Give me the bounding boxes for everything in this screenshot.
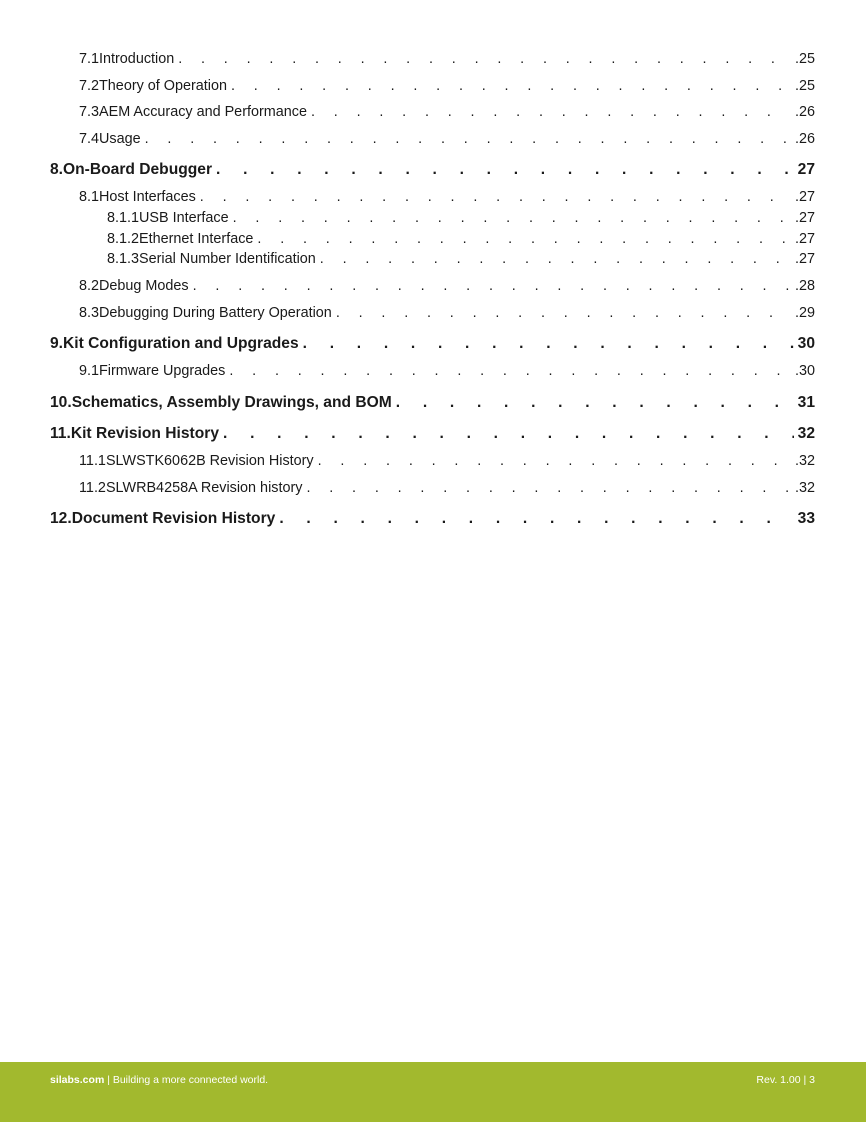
toc-number: 8.1: [79, 189, 100, 205]
footer-left: [50, 1074, 268, 1086]
toc-entry-7-4[interactable]: [0, 131, 866, 147]
toc-entry-8-1-3[interactable]: [0, 251, 866, 267]
dot-leader: [279, 510, 793, 528]
dot-leader: [303, 335, 794, 353]
toc-entry-7-2[interactable]: [0, 78, 866, 94]
toc-title: Ethernet Interface: [139, 231, 254, 247]
toc-title: SLWRB4258A Revision history: [105, 480, 303, 496]
toc-page: .27: [794, 210, 815, 226]
toc-title: Debugging During Battery Operation: [99, 305, 332, 321]
dot-leader: [233, 210, 791, 226]
toc-title: Kit Configuration and Upgrades: [63, 335, 299, 352]
toc-page: .26: [794, 131, 815, 147]
toc-page: .27: [794, 189, 815, 205]
toc-page: .25: [794, 78, 815, 94]
toc-number: 8.: [50, 161, 64, 178]
toc-number: 9.1: [79, 363, 100, 379]
dot-leader: [223, 425, 794, 443]
toc-number: 11.1: [79, 453, 106, 469]
toc-title: USB Interface: [139, 210, 229, 226]
toc-number: 11.: [50, 425, 71, 442]
toc-entry-11-2[interactable]: [0, 480, 866, 496]
page-footer: [0, 1062, 866, 1122]
toc-page: .32: [794, 453, 815, 469]
toc-entry-7-1[interactable]: [0, 51, 866, 67]
dot-leader: [178, 51, 791, 67]
toc-title: Host Interfaces: [99, 189, 196, 205]
dot-leader: [229, 363, 791, 379]
toc-entry-8-1[interactable]: [0, 189, 866, 205]
toc-title: On-Board Debugger: [63, 161, 213, 178]
toc-entry-8-1-1[interactable]: [0, 210, 866, 226]
toc-entry-8-1-2[interactable]: [0, 231, 866, 247]
footer-tagline: | Building a more connected world.: [104, 1074, 269, 1086]
footer-site-link[interactable]: silabs.com: [50, 1074, 105, 1086]
toc-title: Introduction: [99, 51, 175, 67]
toc-page: 27: [797, 161, 815, 178]
toc-entry-9-1[interactable]: [0, 363, 866, 379]
dot-leader: [200, 189, 791, 205]
toc-number: 8.1.1: [107, 210, 140, 226]
toc-number: 8.3: [79, 305, 100, 321]
toc-entry-8-2[interactable]: [0, 278, 866, 294]
toc-page: .30: [794, 363, 815, 379]
dot-leader: [257, 231, 791, 247]
toc-number: 7.2: [79, 78, 100, 94]
toc-number: 10.: [50, 394, 72, 411]
toc-entry-8[interactable]: [0, 161, 866, 179]
toc-page: .29: [794, 305, 815, 321]
toc-entry-11[interactable]: [0, 425, 866, 443]
toc-page: .25: [794, 51, 815, 67]
toc-page: 31: [797, 394, 815, 411]
toc-page: .28: [794, 278, 815, 294]
toc-title: Schematics, Assembly Drawings, and BOM: [71, 394, 392, 411]
toc-entry-9[interactable]: [0, 335, 866, 353]
toc-title: Theory of Operation: [99, 78, 227, 94]
toc-title: Kit Revision History: [70, 425, 219, 442]
toc-entry-12[interactable]: [0, 510, 866, 528]
toc-number: 7.4: [79, 131, 100, 147]
toc-page: 30: [797, 335, 815, 352]
dot-leader: [231, 78, 791, 94]
toc-page: .26: [794, 104, 815, 120]
toc-title: Usage: [99, 131, 141, 147]
dot-leader: [311, 104, 791, 120]
dot-leader: [336, 305, 791, 321]
dot-leader: [145, 131, 791, 147]
toc-number: 8.1.3: [107, 251, 140, 267]
toc-page: 33: [797, 510, 815, 527]
toc-page: .27: [794, 231, 815, 247]
toc-title: Firmware Upgrades: [99, 363, 226, 379]
dot-leader: [216, 161, 794, 179]
toc-entry-7-3[interactable]: [0, 104, 866, 120]
toc-title: AEM Accuracy and Performance: [99, 104, 307, 120]
toc-entry-8-3[interactable]: [0, 305, 866, 321]
toc-page: 32: [797, 425, 815, 442]
toc-title: Debug Modes: [99, 278, 189, 294]
toc-number: 7.3: [79, 104, 100, 120]
dot-leader: [193, 278, 791, 294]
toc-entry-10[interactable]: [0, 394, 866, 412]
toc-number: 12.: [50, 510, 72, 527]
toc-number: 8.2: [79, 278, 100, 294]
toc-title: Document Revision History: [71, 510, 276, 527]
dot-leader: [318, 453, 791, 469]
dot-leader: [306, 480, 791, 496]
toc-title: Serial Number Identification: [139, 251, 316, 267]
toc-title: SLWSTK6062B Revision History: [105, 453, 314, 469]
toc-page: .32: [794, 480, 815, 496]
toc-number: 9.: [50, 335, 64, 352]
dot-leader: [396, 394, 794, 412]
toc-number: 8.1.2: [107, 231, 140, 247]
footer-revision: Rev. 1.00 | 3: [756, 1074, 815, 1086]
toc-number: 11.2: [79, 480, 106, 496]
toc-entry-11-1[interactable]: [0, 453, 866, 469]
toc-page: .27: [794, 251, 815, 267]
dot-leader: [320, 251, 791, 267]
toc-number: 7.1: [79, 51, 100, 67]
